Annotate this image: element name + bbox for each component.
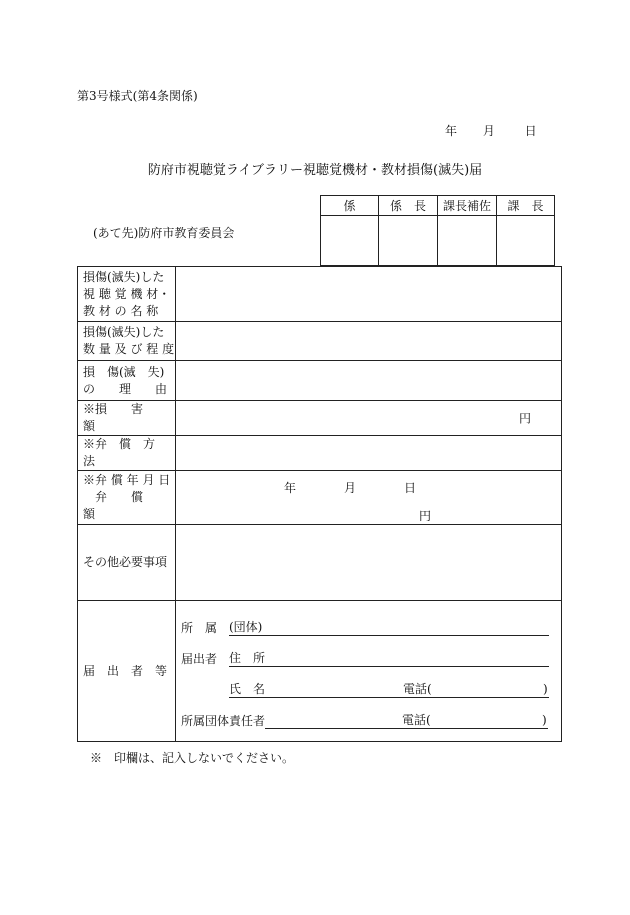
report-table bbox=[77, 266, 562, 742]
yen-unit: 円 bbox=[518, 411, 531, 426]
field-other[interactable] bbox=[176, 525, 562, 601]
row-reason bbox=[78, 361, 562, 401]
responsible-line bbox=[181, 711, 548, 729]
label-compensation-date: ※弁 償 年 月 日 弁 償 額 bbox=[78, 471, 176, 525]
responsible-label: 所属団体責任者 bbox=[181, 714, 266, 728]
row-quantity bbox=[78, 322, 562, 361]
phone-label: 電話( bbox=[403, 682, 432, 696]
affiliation-label: 所 属 bbox=[181, 621, 218, 635]
approval-col-staff: 係 bbox=[321, 196, 379, 216]
label-reporter: 届 出 者 等 bbox=[78, 601, 176, 742]
row-compensation-method bbox=[78, 436, 562, 471]
row-other bbox=[78, 525, 562, 601]
date-day: 日 bbox=[524, 124, 537, 138]
comp-day: 日 bbox=[404, 481, 417, 495]
stamp-box-deputy[interactable] bbox=[438, 216, 497, 266]
label-compensation-method: ※弁 償 方 法 bbox=[78, 436, 176, 471]
row-compensation-date bbox=[78, 471, 562, 525]
field-reason[interactable] bbox=[176, 361, 562, 401]
comp-month: 月 bbox=[344, 481, 357, 495]
approval-col-manager: 課 長 bbox=[497, 196, 555, 216]
name-input[interactable]: 氏 名 電話( ) bbox=[229, 682, 548, 696]
stamp-box-chief[interactable] bbox=[379, 216, 438, 266]
row-reporter bbox=[78, 601, 562, 742]
form-title: 防府市視聴覚ライブラリー視聴覚機材・教材損傷(滅失)届 bbox=[147, 163, 483, 178]
approval-col-chief: 係 長 bbox=[379, 196, 438, 216]
reporter-label: 届出者 bbox=[181, 652, 218, 666]
row-damage-amount bbox=[78, 401, 562, 436]
field-reporter bbox=[176, 601, 562, 742]
approval-col-deputy: 課長補佐 bbox=[438, 196, 497, 216]
address-input[interactable]: 住 所 bbox=[229, 649, 549, 667]
approval-stamp-table bbox=[320, 195, 555, 266]
affiliation-input[interactable]: (団体) bbox=[229, 618, 549, 636]
label-quantity: 損傷(滅失)した 数 量 及 び 程 度 bbox=[78, 322, 176, 361]
stamp-box-staff[interactable] bbox=[321, 216, 379, 266]
date-month: 月 bbox=[482, 124, 495, 138]
responsible-input[interactable]: 電話( ) bbox=[265, 711, 548, 729]
form-number: 第3号様式(第4条関係) bbox=[77, 89, 198, 103]
field-damage-amount[interactable] bbox=[176, 401, 562, 436]
field-compensation-date[interactable] bbox=[176, 471, 562, 525]
footnote: ※ 印欄は、記入しないでください。 bbox=[90, 751, 295, 765]
row-item-name bbox=[78, 267, 562, 322]
label-other: その他必要事項 bbox=[78, 525, 176, 601]
reporter-address-line bbox=[181, 649, 549, 667]
submission-date bbox=[445, 122, 537, 139]
label-reason: 損 傷(滅 失) の 理 由 bbox=[78, 361, 176, 401]
field-item-name[interactable] bbox=[176, 267, 562, 322]
reporter-name-line bbox=[181, 680, 549, 698]
addressee: (あて先)防府市教育委員会 bbox=[93, 226, 235, 240]
comp-yen-unit: 円 bbox=[419, 509, 432, 523]
label-damage-amount: ※損 害 額 bbox=[78, 401, 176, 436]
field-quantity[interactable] bbox=[176, 322, 562, 361]
affiliation-line bbox=[181, 618, 549, 636]
date-year: 年 bbox=[445, 124, 458, 138]
comp-year: 年 bbox=[284, 481, 297, 495]
phone-label-2: 電話( bbox=[402, 713, 431, 727]
label-item-name: 損傷(滅失)した 視 聴 覚 機 材・ 教 材 の 名 称 bbox=[78, 267, 176, 322]
stamp-box-manager[interactable] bbox=[497, 216, 555, 266]
field-compensation-method[interactable] bbox=[176, 436, 562, 471]
